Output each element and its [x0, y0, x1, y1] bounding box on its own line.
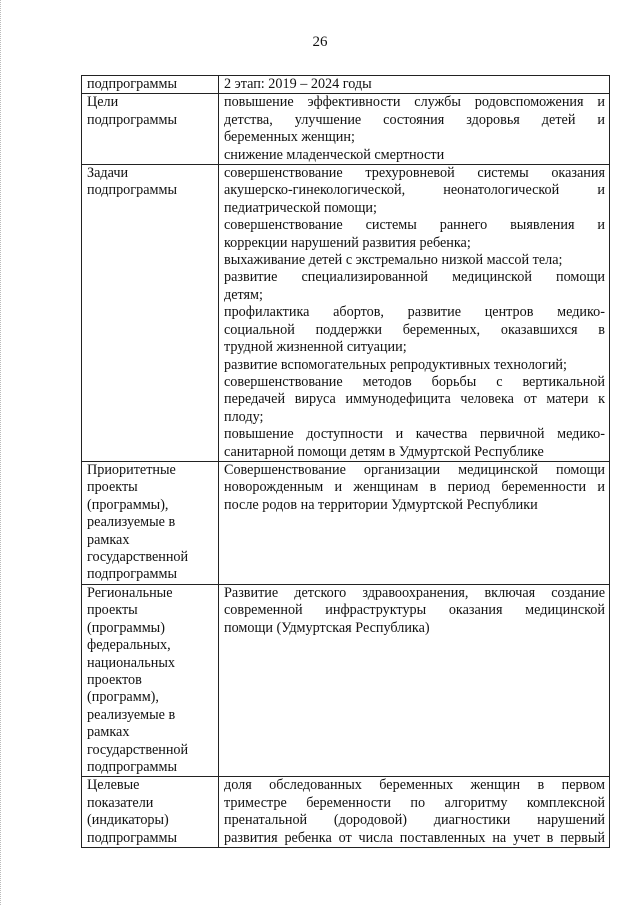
- content-line: профилактика абортов, развитие центров медико-: [224, 304, 605, 321]
- content-line: развитие вспомогательных репродуктивных технологий;: [224, 356, 567, 373]
- content-line: повышение эффективности службы родовспоможения и: [224, 94, 605, 111]
- label-line: национальных: [87, 654, 175, 671]
- content-line: развития ребенка от числа поставленных на учет в первый: [224, 829, 605, 846]
- content-line: триместре беременности по алгоритму комплексной: [224, 794, 605, 811]
- content-line: пренатальной (дородовой) диагностики нарушений: [224, 812, 605, 829]
- content-line: плоду;: [224, 408, 264, 425]
- label-cell: [82, 76, 219, 94]
- label-cell: [82, 165, 219, 462]
- label-line: (программы),: [87, 496, 169, 513]
- label-line: Региональные: [87, 584, 173, 601]
- label-line: (индикаторы): [87, 812, 169, 829]
- subprogram-passport-table: [81, 75, 610, 848]
- label-line: Целевые: [87, 777, 140, 794]
- content-line: современной инфраструктуры оказания медицинской: [224, 602, 605, 619]
- content-line: снижение младенческой смертности: [224, 146, 445, 163]
- label-line: реализуемые в: [87, 514, 176, 531]
- label-line: проектов: [87, 671, 142, 688]
- label-line: Приоритетные: [87, 461, 176, 478]
- scan-edge: [0, 0, 5, 905]
- label-line: государственной: [87, 741, 189, 758]
- content-line: развитие специализированной медицинской помощи: [224, 269, 605, 286]
- content-line: Совершенствование организации медицинской помощи: [224, 461, 605, 478]
- content-line: беременных женщин;: [224, 129, 355, 146]
- label-line: проекты: [87, 602, 138, 619]
- content-line: коррекции нарушений развития ребенка;: [224, 234, 471, 251]
- content-line: доля обследованных беременных женщин в первом: [224, 777, 605, 794]
- label-cell: [82, 777, 219, 848]
- content-cell: [219, 777, 610, 848]
- content-line: совершенствование трехуровневой системы оказания: [224, 165, 605, 182]
- label-line: проекты: [87, 479, 138, 496]
- content-line: 2 этап: 2019 – 2024 годы: [224, 76, 372, 92]
- content-line: Развитие детского здравоохранения, включая создание: [224, 584, 605, 601]
- content-line: выхаживание детей с экстремально низкой массой тела;: [224, 252, 563, 269]
- label-line: рамках: [87, 531, 130, 548]
- label-line: подпрограммы: [87, 76, 177, 92]
- label-line: Задачи: [87, 165, 129, 182]
- content-cell: [219, 165, 610, 462]
- content-line: детям;: [224, 286, 263, 303]
- label-line: подпрограммы: [87, 182, 177, 199]
- content-line: социальной поддержки беременных, оказавшихся в: [224, 321, 605, 338]
- content-line: передачей вируса иммунодефицита человека от матери к: [224, 391, 605, 408]
- table-row: [82, 584, 610, 776]
- content-line: совершенствование методов борьбы с вертикальной: [224, 373, 605, 390]
- label-line: федеральных,: [87, 637, 171, 654]
- content-cell: [219, 76, 610, 94]
- content-cell: [219, 94, 610, 165]
- table-row: [82, 165, 610, 462]
- content-line: новорожденным и женщинам в период беременности и: [224, 479, 605, 496]
- label-line: подпрограммы: [87, 829, 177, 846]
- content-line: помощи (Удмуртская Республика): [224, 619, 430, 636]
- page-number: 26: [312, 34, 328, 50]
- table-row: [82, 461, 610, 584]
- label-cell: [82, 584, 219, 776]
- label-line: рамках: [87, 724, 130, 741]
- content-line: санитарной помощи детям в Удмуртской Республике: [224, 443, 544, 460]
- content-line: совершенствование системы раннего выявления и: [224, 217, 605, 234]
- content-line: повышение доступности и качества первичной медико-: [224, 426, 605, 443]
- content-cell: [219, 584, 610, 776]
- label-cell: [82, 461, 219, 584]
- label-line: подпрограммы: [87, 111, 177, 128]
- label-line: показатели: [87, 794, 154, 811]
- table-row: [82, 76, 610, 94]
- content-line: детства, улучшение состояния здоровья детей и: [224, 111, 605, 128]
- label-line: подпрограммы: [87, 759, 177, 775]
- content-line: педиатрической помощи;: [224, 199, 377, 216]
- label-cell: [82, 94, 219, 165]
- content-cell: [219, 461, 610, 584]
- label-line: Цели: [87, 94, 119, 111]
- label-line: (программ),: [87, 689, 159, 706]
- content-line: акушерско-гинекологической, неонатологической и: [224, 182, 605, 199]
- content-line: после родов на территории Удмуртской Республики: [224, 496, 538, 513]
- label-line: государственной: [87, 548, 189, 565]
- label-line: подпрограммы: [87, 566, 177, 583]
- label-line: реализуемые в: [87, 706, 176, 723]
- content-line: трудной жизненной ситуации;: [224, 339, 407, 356]
- label-line: (программы): [87, 619, 165, 636]
- table-row: [82, 777, 610, 848]
- table-row: [82, 94, 610, 165]
